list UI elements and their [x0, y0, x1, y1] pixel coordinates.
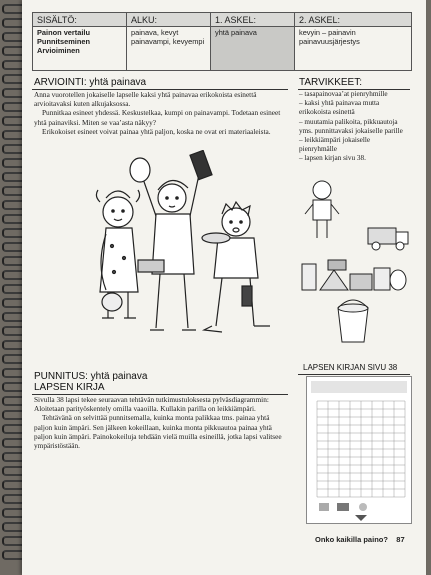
footer	[315, 535, 405, 544]
wooden-blocks-icon	[302, 260, 406, 290]
arviointi-text	[34, 90, 288, 136]
page-number: 87	[396, 535, 405, 544]
sivu-rule	[298, 374, 410, 375]
punnitus-p2: Aloitetaan parityöskentely omilla vaaoilla. Kullakin parilla on leikkiämpäri.	[34, 404, 256, 414]
punnitus-p3: Tehtävänä on selvittää punnitsemalla, kuinka monta palikkaa tms. painaa yhtä paljon kuin ämpäri. Sen jälkeen kokeillaan, kuinka monta pikkuautoa painaa yhtä paljon kuin ämpäri. Painokokeiluja tehdään vielä muilla esineillä, jotka lapsi valitsee ympäristöstään.	[34, 413, 282, 451]
footer-chapter: Onko kaikilla paino?	[315, 535, 388, 544]
punnitus-text	[34, 395, 288, 450]
arviointi-p2: Punnitkaa esineet yhdessä. Keskustelkaa, kumpi on painavampi. Todetaan esineet yhtä painaviksi. Miten se vaa’asta näkyy?	[34, 108, 281, 127]
boy-figure	[202, 202, 270, 332]
tarvike-item: – muutamia palikoita, pikkuautoja yms. punnittavaksi jokaiselle parille	[299, 117, 403, 135]
girl-figure	[96, 190, 139, 318]
tarvike-item: – lapsen kirjan sivu 38.	[299, 154, 366, 163]
toy-truck-icon	[368, 228, 408, 250]
tarvike-item: – tasapainovaa’at pienryhmille	[299, 90, 388, 98]
tarvike-item: – kaksi yhtä painavaa mutta erikokoista esinettä	[299, 99, 380, 117]
children-illustration	[86, 150, 276, 342]
doll-icon	[305, 181, 339, 238]
cell-sisalto: Painon vertailu Punnitseminen Arvioiminen	[33, 27, 127, 71]
header-table	[32, 12, 412, 71]
cell-askel1: yhtä painava	[211, 27, 295, 71]
sivu-title: LAPSEN KIRJAN SIVU 38	[303, 363, 398, 372]
col-alku: ALKU:	[127, 13, 211, 27]
cell-askel2: kevyin – painavin painavuusjärjestys	[295, 27, 412, 71]
arviointi-p1: Anna vuorotellen jokaiselle lapselle kaksi yhtä painavaa erikokoista esinettä arvioitavaksi kuten alkujaksossa.	[34, 90, 257, 109]
row-icons	[319, 503, 367, 511]
lapsen-kirja-title: LAPSEN KIRJA	[34, 382, 105, 393]
punnitus-title: PUNNITUS: yhtä painava	[34, 371, 148, 382]
punnitus-p1: Sivulla 38 lapsi tekee seuraavan tehtävän tutkimustuloksesta pylväsdiagrammin:	[34, 395, 269, 404]
arviointi-title: ARVIOINTI: yhtä painava	[34, 77, 147, 88]
cell-alku: painava, kevyt painavampi, kevyempi	[127, 27, 211, 71]
workbook-page-thumbnail	[306, 376, 412, 524]
bucket-icon	[338, 300, 368, 342]
arviointi-p3: Erikokoiset esineet voivat painaa yhtä paljon, koska ne ovat eri materiaaleista.	[42, 126, 271, 136]
col-askel1: 1. ASKEL:	[211, 13, 295, 27]
tarvike-item: – leikkiämpäri jokaiselle pienryhmälle	[299, 136, 371, 154]
tarvikkeet-list	[299, 90, 409, 164]
tarvikkeet-title: TARVIKKEET:	[299, 77, 362, 88]
middle-child-figure	[130, 150, 212, 330]
col-sisalto: SISÄLTÖ:	[33, 13, 127, 27]
materials-illustration	[298, 176, 412, 346]
col-askel2: 2. ASKEL:	[295, 13, 412, 27]
workbook-grid	[307, 377, 411, 523]
